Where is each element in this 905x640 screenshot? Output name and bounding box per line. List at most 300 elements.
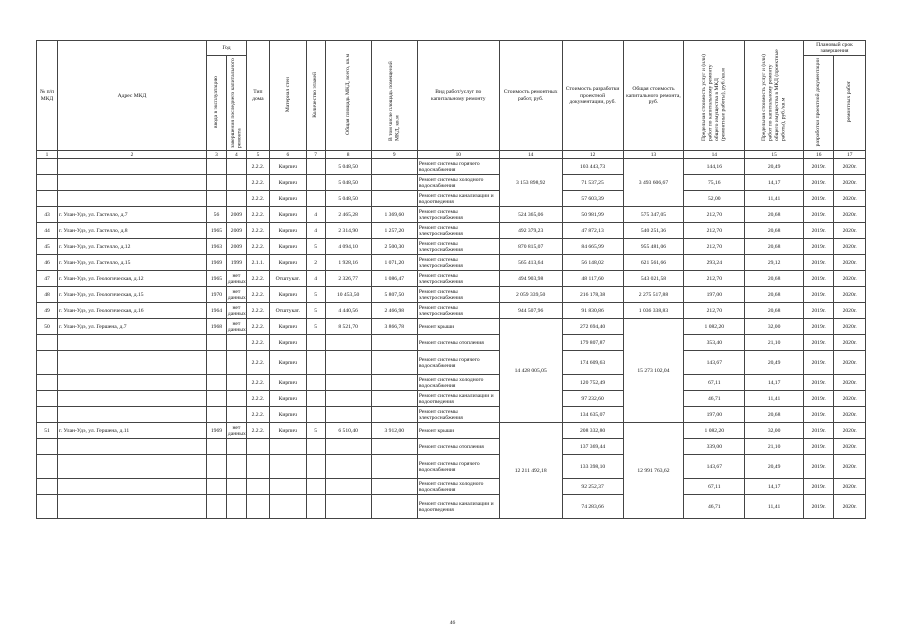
cell-total-area: 10 453,50 [325, 287, 371, 303]
cell-house-type: 2.2.2. [246, 191, 269, 207]
header-total-cost: Общая стоимость капитального ремонта, руб. [623, 41, 684, 151]
cell-total-area: 1 928,16 [325, 255, 371, 271]
cell-number [37, 375, 58, 391]
cell-design-cost: 179 807,87 [562, 335, 623, 351]
table-row [37, 335, 866, 351]
cell-house-type: 2.2.2. [246, 375, 269, 391]
cell-floors [306, 191, 325, 207]
cell-last-repair-year: нет данных [227, 288, 246, 301]
table-row [37, 375, 866, 391]
cell-floors [306, 375, 325, 391]
cell-design-cost: 48 117,60 [562, 271, 623, 287]
cell-total-area: 2 465,28 [325, 207, 371, 223]
cell-limit-repair: 46,71 [684, 391, 745, 407]
cell-floors [306, 175, 325, 191]
table-row [37, 191, 866, 207]
cell-number: 46 [37, 255, 58, 271]
cell-design-term: 2019г. [803, 239, 833, 255]
cell-commissioning-year: 1965 [206, 271, 226, 287]
cell-repair-cost: 492 379,23 [499, 223, 562, 239]
header-row-1 [37, 41, 866, 56]
table-row [37, 351, 866, 375]
cell-last-repair-year: 2009 [226, 223, 246, 239]
cell-wall-material: Кирпич [269, 351, 306, 375]
cell-commissioning-year [206, 335, 226, 351]
cell-number: 47 [37, 271, 58, 287]
cell-address [57, 375, 206, 391]
cell-premises-area: 5 807,50 [371, 287, 417, 303]
cell-premises-area [371, 159, 417, 175]
table-row [37, 287, 866, 303]
header-house-type: Тип дома [246, 41, 269, 151]
header-wall-material: Материал стен [284, 76, 291, 113]
cell-work-type: Ремонт системы электроснабжения [417, 207, 499, 223]
cell-design-term: 2019г. [803, 271, 833, 287]
cell-wall-material: Кирпич [269, 335, 306, 351]
cell-total-area: 4 440,56 [325, 303, 371, 319]
cell-design-cost: 84 665,99 [562, 239, 623, 255]
cell-premises-area [371, 175, 417, 191]
cell-number [37, 479, 58, 495]
header-year: Год [206, 41, 246, 56]
cell-premises-area: 1 257,20 [371, 223, 417, 239]
cell-total-area [325, 335, 371, 351]
cell-number [37, 335, 58, 351]
cell-last-repair-year [226, 175, 246, 191]
cell-total-area [325, 407, 371, 423]
cell-wall-material: Кирпич [269, 407, 306, 423]
header-floors: Количество этажей [312, 71, 319, 118]
colnum: 5 [246, 151, 269, 159]
table-row [37, 479, 866, 495]
cell-floors: 4 [306, 207, 325, 223]
cell-last-repair-year: 2009 [226, 207, 246, 223]
cell-floors [306, 439, 325, 455]
cell-last-repair-year: 2009 [226, 239, 246, 255]
cell-limit-repair: 67,11 [684, 479, 745, 495]
cell-limit-design: 11,41 [745, 191, 804, 207]
cell-work-type: Ремонт системы электроснабжения [417, 255, 499, 271]
cell-wall-material: Отштукат. [269, 271, 306, 287]
cell-total-area [325, 479, 371, 495]
colnum: 3 [206, 151, 226, 159]
cell-premises-area [371, 375, 417, 391]
colnum: 8 [325, 151, 371, 159]
cell-repair-cost: 14 428 005,05 [499, 319, 562, 423]
cell-house-type: 2.2.2. [246, 335, 269, 351]
cell-total-area [325, 455, 371, 479]
cell-number [37, 391, 58, 407]
cell-design-term: 2019г. [803, 407, 833, 423]
table-row [37, 207, 866, 223]
cell-house-type: 2.2.2. [246, 407, 269, 423]
cell-design-cost: 56 148,02 [562, 255, 623, 271]
cell-floors [306, 351, 325, 375]
cell-address: г. Улан-Удэ, ул. Геологическая, д.12 [57, 271, 206, 287]
cell-floors: 5 [306, 239, 325, 255]
header-address: Адрес МКД [57, 41, 206, 151]
cell-premises-area: 1 071,20 [371, 255, 417, 271]
table-row [37, 271, 866, 287]
table-row [37, 391, 866, 407]
cell-address [57, 407, 206, 423]
cell-floors [306, 455, 325, 479]
cell-repair-cost: 944 507,96 [499, 303, 562, 319]
cell-address: г. Улан-Удэ, ул. Гастелло, д.7 [57, 207, 206, 223]
cell-limit-design: 14,17 [745, 479, 804, 495]
cell-premises-area [371, 335, 417, 351]
cell-repair-term: 2020г. [834, 223, 866, 239]
cell-limit-repair: 197,00 [684, 407, 745, 423]
cell-limit-repair: 46,71 [684, 495, 745, 519]
cell-last-repair-year: нет данных [227, 424, 246, 437]
cell-wall-material: Кирпич [269, 375, 306, 391]
cell-work-type: Ремонт системы электроснабжения [417, 271, 499, 287]
cell-total-cost: 621 561,66 [623, 255, 684, 271]
cell-house-type [246, 455, 269, 479]
colnum: 12 [562, 151, 623, 159]
cell-repair-cost: 2 059 339,50 [499, 287, 562, 303]
cell-number [37, 159, 58, 175]
cell-repair-term: 2020г. [834, 479, 866, 495]
cell-premises-area: 1 369,60 [371, 207, 417, 223]
table-row [37, 495, 866, 519]
cell-address [57, 335, 206, 351]
header-design-term: разработки проектной документации [815, 57, 822, 147]
cell-repair-term: 2020г. [834, 239, 866, 255]
cell-repair-term: 2020г. [834, 391, 866, 407]
table-row [37, 439, 866, 455]
cell-last-repair-year [226, 159, 246, 175]
header-design-cost: Стоимость разработки проектной документации, руб. [562, 41, 623, 151]
cell-address [57, 495, 206, 519]
cell-work-type: Ремонт системы отопления [417, 335, 499, 351]
cell-work-type: Ремонт системы холодного водоснабжения [417, 479, 499, 495]
cell-address [57, 439, 206, 455]
cell-commissioning-year [206, 495, 226, 519]
header-limit-design: Предельная стоимость услуг и (или) работ по капитальному ремонту общего имущества в МКД (проектные работы), руб./кв.м [761, 48, 787, 141]
cell-total-cost: 12 991 763,62 [623, 423, 684, 519]
cell-design-cost: 71 537,25 [562, 175, 623, 191]
cell-repair-term: 2020г. [834, 191, 866, 207]
cell-last-repair-year [226, 495, 246, 519]
header-limit-repair: Предельная стоимость услуг и (или) работ по капитальному ремонту общего имущества в МКД (ремонтные работы), руб./кв.м [701, 53, 727, 141]
cell-work-type: Ремонт системы электроснабжения [417, 239, 499, 255]
cell-limit-design: 21,10 [745, 335, 804, 351]
header-total-area: Общая площадь МКД, всего, кв.м [344, 54, 351, 135]
cell-design-term: 2019г. [803, 455, 833, 479]
cell-design-term: 2019г. [803, 319, 833, 335]
cell-design-term: 2019г. [803, 175, 833, 191]
table-row [37, 423, 866, 439]
cell-last-repair-year [226, 351, 246, 375]
cell-limit-repair: 1 082,20 [684, 423, 745, 439]
cell-design-term: 2019г. [803, 495, 833, 519]
cell-floors: 5 [306, 319, 325, 335]
cell-house-type: 2.2.2. [246, 287, 269, 303]
cell-limit-design: 20,68 [745, 287, 804, 303]
cell-limit-design: 20,68 [745, 207, 804, 223]
cell-address [57, 159, 206, 175]
cell-limit-design: 20,68 [745, 407, 804, 423]
cell-design-term: 2019г. [803, 423, 833, 439]
cell-number: 43 [37, 207, 58, 223]
colnum: 7 [306, 151, 325, 159]
cell-house-type: 2.2.2. [246, 351, 269, 375]
cell-total-area [325, 439, 371, 455]
cell-wall-material: Отштукат. [269, 303, 306, 319]
cell-wall-material: Кирпич [269, 175, 306, 191]
cell-design-term: 2019г. [803, 351, 833, 375]
cell-design-term: 2019г. [803, 159, 833, 175]
cell-wall-material [269, 439, 306, 455]
cell-limit-repair: 67,11 [684, 375, 745, 391]
cell-commissioning-year: 1964 [206, 303, 226, 319]
cell-design-cost: 92 252,37 [562, 479, 623, 495]
cell-number: 49 [37, 303, 58, 319]
cell-design-term: 2019г. [803, 391, 833, 407]
cell-design-cost: 137 369,44 [562, 439, 623, 455]
cell-house-type: 2.2.2. [246, 159, 269, 175]
cell-total-area [325, 351, 371, 375]
cell-limit-repair: 197,00 [684, 287, 745, 303]
cell-total-cost: 15 273 102,04 [623, 319, 684, 423]
cell-commissioning-year [206, 351, 226, 375]
cell-last-repair-year [226, 439, 246, 455]
cell-design-term: 2019г. [803, 375, 833, 391]
cell-address [57, 455, 206, 479]
cell-last-repair-year: нет данных [227, 304, 246, 317]
cell-design-cost: 91 830,86 [562, 303, 623, 319]
cell-house-type: 2.2.2. [246, 239, 269, 255]
cell-last-repair-year [226, 407, 246, 423]
cell-work-type: Ремонт крыши [417, 423, 499, 439]
cell-wall-material: Кирпич [269, 423, 306, 439]
cell-total-area: 8 521,70 [325, 319, 371, 335]
cell-total-area [325, 495, 371, 519]
colnum: 13 [623, 151, 684, 159]
cell-address: г. Улан-Удэ, ул. Гершена, д.11 [57, 423, 206, 439]
cell-work-type: Ремонт системы канализации и водоотведения [417, 191, 499, 207]
cell-floors [306, 479, 325, 495]
cell-work-type: Ремонт крыши [417, 319, 499, 335]
cell-number: 44 [37, 223, 58, 239]
cell-repair-term: 2020г. [834, 335, 866, 351]
cell-design-cost: 134 635,07 [562, 407, 623, 423]
cell-premises-area: 2 466,98 [371, 303, 417, 319]
cell-commissioning-year: 1969 [206, 423, 226, 439]
column-number-row [37, 151, 866, 159]
cell-repair-term: 2020г. [834, 175, 866, 191]
colnum: 15 [745, 151, 804, 159]
colnum: 14 [499, 151, 562, 159]
cell-floors: 4 [306, 223, 325, 239]
cell-limit-repair: 1 082,20 [684, 319, 745, 335]
cell-commissioning-year [206, 175, 226, 191]
cell-number [37, 175, 58, 191]
cell-house-type [246, 479, 269, 495]
cell-total-cost: 540 251,36 [623, 223, 684, 239]
cell-premises-area [371, 351, 417, 375]
header-num: № п/п МКД [37, 41, 58, 151]
cell-commissioning-year [206, 455, 226, 479]
cell-total-cost: 3 493 606,67 [623, 159, 684, 207]
cell-repair-term: 2020г. [834, 159, 866, 175]
cell-limit-design: 29,12 [745, 255, 804, 271]
cell-work-type: Ремонт системы холодного водоснабжения [417, 175, 499, 191]
table-row [37, 239, 866, 255]
header-repair-term: ремонтных работ [846, 81, 853, 123]
cell-limit-repair: 212,70 [684, 271, 745, 287]
cell-limit-design: 32,00 [745, 423, 804, 439]
cell-address: г. Улан-Удэ, ул. Гастелло, д.12 [57, 239, 206, 255]
cell-limit-design: 20,68 [745, 223, 804, 239]
cell-limit-design: 20,68 [745, 239, 804, 255]
cell-work-type: Ремонт системы электроснабжения [417, 407, 499, 423]
cell-number: 51 [37, 423, 58, 439]
cell-last-repair-year [226, 455, 246, 479]
cell-address [57, 191, 206, 207]
header-last-repair: завершения последнего капитального ремонта [229, 58, 243, 148]
cell-premises-area [371, 479, 417, 495]
cell-address: г. Улан-Удэ, ул. Гастелло, д.8 [57, 223, 206, 239]
cell-limit-repair: 212,70 [684, 239, 745, 255]
cell-premises-area [371, 495, 417, 519]
cell-design-term: 2019г. [803, 479, 833, 495]
cell-limit-design: 14,17 [745, 375, 804, 391]
cell-wall-material [269, 479, 306, 495]
cell-limit-repair: 75,16 [684, 175, 745, 191]
colnum: 4 [226, 151, 246, 159]
cell-limit-design: 14,17 [745, 175, 804, 191]
cell-repair-term: 2020г. [834, 255, 866, 271]
cell-design-cost: 174 609,63 [562, 351, 623, 375]
cell-wall-material: Кирпич [269, 391, 306, 407]
cell-commissioning-year: 56 [206, 207, 226, 223]
cell-premises-area: 3 912,00 [371, 423, 417, 439]
cell-commissioning-year: 1968 [206, 319, 226, 335]
cell-number: 48 [37, 287, 58, 303]
cell-limit-repair: 353,40 [684, 335, 745, 351]
cell-wall-material: Кирпич [269, 191, 306, 207]
cell-total-cost: 575 347,05 [623, 207, 684, 223]
cell-premises-area [371, 455, 417, 479]
cell-design-cost: 216 178,38 [562, 287, 623, 303]
cell-premises-area [371, 391, 417, 407]
cell-house-type: 2.2.2. [246, 175, 269, 191]
cell-address [57, 175, 206, 191]
cell-limit-repair: 212,70 [684, 303, 745, 319]
cell-total-area [325, 391, 371, 407]
cell-number [37, 191, 58, 207]
cell-repair-term: 2020г. [834, 495, 866, 519]
cell-floors [306, 391, 325, 407]
cell-last-repair-year: нет данных [227, 320, 246, 333]
cell-number [37, 407, 58, 423]
cell-wall-material [269, 455, 306, 479]
cell-premises-area: 3 866,78 [371, 319, 417, 335]
header-commissioning: ввода в эксплуатацию [213, 75, 220, 129]
cell-premises-area: 2 500,30 [371, 239, 417, 255]
table-row [37, 455, 866, 479]
cell-design-term: 2019г. [803, 439, 833, 455]
cell-floors: 5 [306, 287, 325, 303]
cell-address: г. Улан-Удэ, ул. Гастелло, д.15 [57, 255, 206, 271]
cell-work-type: Ремонт системы электроснабжения [417, 223, 499, 239]
cell-total-area: 2 314,90 [325, 223, 371, 239]
cell-floors: 4 [306, 271, 325, 287]
cell-address [57, 351, 206, 375]
cell-wall-material: Кирпич [269, 239, 306, 255]
cell-number [37, 439, 58, 455]
cell-floors [306, 495, 325, 519]
cell-total-area: 5 048,50 [325, 175, 371, 191]
cell-design-cost: 57 603,39 [562, 191, 623, 207]
cell-last-repair-year [226, 479, 246, 495]
cell-commissioning-year: 1963 [206, 239, 226, 255]
cell-limit-repair: 144,16 [684, 159, 745, 175]
cell-repair-term: 2020г. [834, 207, 866, 223]
cell-house-type [246, 439, 269, 455]
cell-limit-design: 20,49 [745, 159, 804, 175]
cell-total-area: 6 510,40 [325, 423, 371, 439]
cell-design-term: 2019г. [803, 335, 833, 351]
colnum: 1 [37, 151, 58, 159]
cell-work-type: Ремонт системы отопления [417, 439, 499, 455]
cell-work-type: Ремонт системы канализации и водоотведения [417, 495, 499, 519]
cell-commissioning-year [206, 375, 226, 391]
cell-house-type: 2.2.2. [246, 271, 269, 287]
cell-work-type: Ремонт системы горячего водоснабжения [417, 455, 499, 479]
cell-last-repair-year: 1999 [226, 255, 246, 271]
cell-design-term: 2019г. [803, 255, 833, 271]
cell-address: г. Улан-Удэ, ул. Гершена, д.7 [57, 319, 206, 335]
cell-repair-cost: 524 365,06 [499, 207, 562, 223]
cell-commissioning-year [206, 191, 226, 207]
cell-limit-design: 20,68 [745, 271, 804, 287]
cell-design-term: 2019г. [803, 287, 833, 303]
cell-commissioning-year [206, 391, 226, 407]
cell-commissioning-year: 1969 [206, 255, 226, 271]
table-row [37, 319, 866, 335]
cell-design-cost: 272 694,40 [562, 319, 623, 335]
cell-design-cost: 208 332,80 [562, 423, 623, 439]
cell-address [57, 479, 206, 495]
cell-floors: 5 [306, 423, 325, 439]
colnum: 6 [269, 151, 306, 159]
cell-last-repair-year [226, 335, 246, 351]
cell-limit-design: 11,41 [745, 391, 804, 407]
cell-repair-term: 2020г. [834, 351, 866, 375]
cell-repair-term: 2020г. [834, 287, 866, 303]
colnum: 9 [371, 151, 417, 159]
table-row [37, 255, 866, 271]
cell-house-type: 2.2.2. [246, 207, 269, 223]
cell-repair-term: 2020г. [834, 375, 866, 391]
cell-design-cost: 97 232,60 [562, 391, 623, 407]
cell-floors: 2 [306, 255, 325, 271]
cell-repair-cost: 870 815,07 [499, 239, 562, 255]
capital-repair-table [36, 40, 866, 519]
cell-number [37, 455, 58, 479]
cell-limit-repair: 212,70 [684, 207, 745, 223]
table-row [37, 407, 866, 423]
cell-house-type: 2.2.2. [246, 303, 269, 319]
cell-house-type: 2.2.2. [246, 423, 269, 439]
cell-work-type: Ремонт системы электроснабжения [417, 287, 499, 303]
cell-work-type: Ремонт системы горячего водоснабжения [417, 351, 499, 375]
cell-last-repair-year [226, 375, 246, 391]
